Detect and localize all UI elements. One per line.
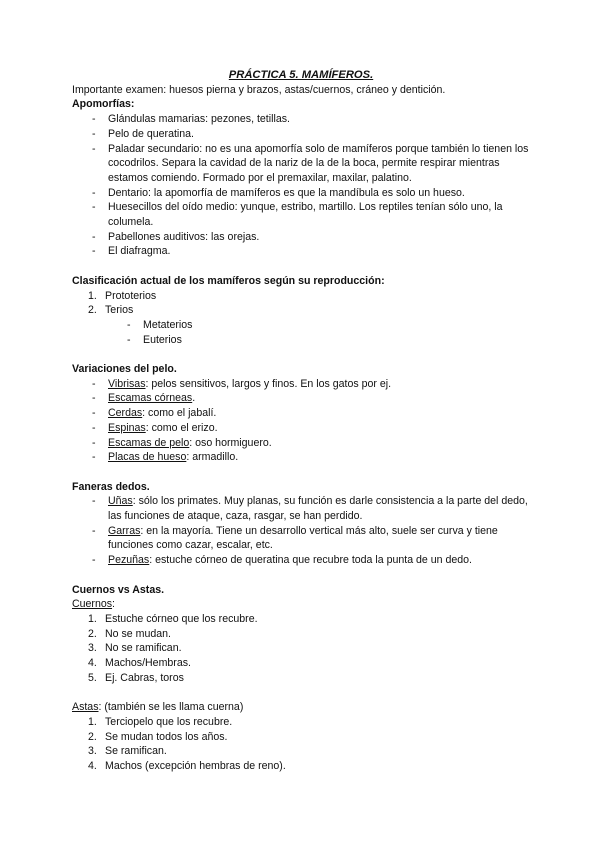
list-item: - Euterios (72, 333, 530, 348)
list-item: - Vibrisas: pelos sensitivos, largos y finos. En los gatos por ej. (72, 377, 530, 392)
list-item: - Escamas córneas. (72, 391, 530, 406)
page-title: PRÁCTICA 5. MAMÍFEROS. (228, 69, 374, 81)
list-item: - Huesecillos del oído medio: yunque, estribo, martillo. Los reptiles tenían sólo uno, la columela. (72, 200, 530, 229)
list-item: - Metaterios (72, 318, 530, 333)
apomorfias-list (72, 112, 530, 259)
astas-subheading: Astas: (también se les llama cuerna) (72, 701, 244, 714)
list-item: - Espinas: como el erizo. (72, 421, 530, 436)
apomorfias-heading: Apomorfías: (72, 98, 135, 111)
pelo-list (72, 377, 530, 465)
list-item: - Pelo de queratina. (72, 127, 530, 142)
list-item: 3. No se ramifican. (88, 642, 182, 655)
list-item: - Pezuñas: estuche córneo de queratina que recubre toda la punta de un dedo. (72, 553, 530, 568)
clasificacion-heading: Clasificación actual de los mamíferos según su reproducción: (72, 274, 385, 287)
list-item: - Pabellones auditivos: las orejas. (72, 230, 530, 245)
list-item: - Glándulas mamarias: pezones, tetillas. (72, 112, 530, 127)
astas-list (72, 715, 530, 774)
list-item: 2. Se mudan todos los años. (88, 730, 228, 743)
list-item: - El diafragma. (72, 244, 530, 259)
document-page (72, 68, 530, 774)
list-item: 4. Machos/Hembras. (88, 657, 191, 670)
faneras-list (72, 494, 530, 568)
clasificacion-list (72, 289, 530, 318)
cuernos-list (72, 612, 530, 686)
list-item: 1. Terciopelo que los recubre. (88, 715, 233, 728)
cuernos-subheading: Cuernos: (72, 598, 115, 611)
cuernos-astas-heading: Cuernos vs Astas. (72, 583, 165, 596)
list-item: - Escamas de pelo: oso hormiguero. (72, 436, 530, 451)
list-item: - Placas de hueso: armadillo. (72, 450, 530, 465)
list-item: - Paladar secundario: no es una apomorfía solo de mamíferos porque también lo tienen los cocodrilos. Separa la cavidad de la nariz de la de la boca, permite respirar mientras estamos comiendo. Formado por el premaxilar, maxilar, palatino. (72, 142, 530, 186)
list-item: 1. Prototerios (88, 289, 157, 302)
list-item: 4. Machos (excepción hembras de reno). (88, 759, 286, 772)
list-item: 2. No se mudan. (88, 627, 171, 640)
list-item: - Uñas: sólo los primates. Muy planas, su función es darle consistencia a la parte del dedo, las funciones de ataque, caza, rasgar, se han perdido. (72, 494, 530, 523)
list-item: 2. Terios (88, 304, 134, 317)
list-item: 5. Ej. Cabras, toros (88, 671, 184, 684)
list-item: 3. Se ramifican. (88, 745, 167, 758)
list-item: 1. Estuche córneo que los recubre. (88, 612, 258, 625)
pelo-heading: Variaciones del pelo. (72, 363, 177, 376)
list-item: - Garras: en la mayoría. Tiene un desarrollo vertical más alto, suele ser curva y tiene funciones como cazar, escalar, etc. (72, 524, 530, 553)
intro-text: Importante examen: huesos pierna y brazos, astas/cuernos, cráneo y dentición. (72, 83, 446, 96)
faneras-heading: Faneras dedos. (72, 480, 150, 493)
list-item: - Dentario: la apomorfía de mamíferos es que la mandíbula es solo un hueso. (72, 186, 530, 201)
list-item: - Cerdas: como el jabalí. (72, 406, 530, 421)
terios-sublist (72, 318, 530, 347)
